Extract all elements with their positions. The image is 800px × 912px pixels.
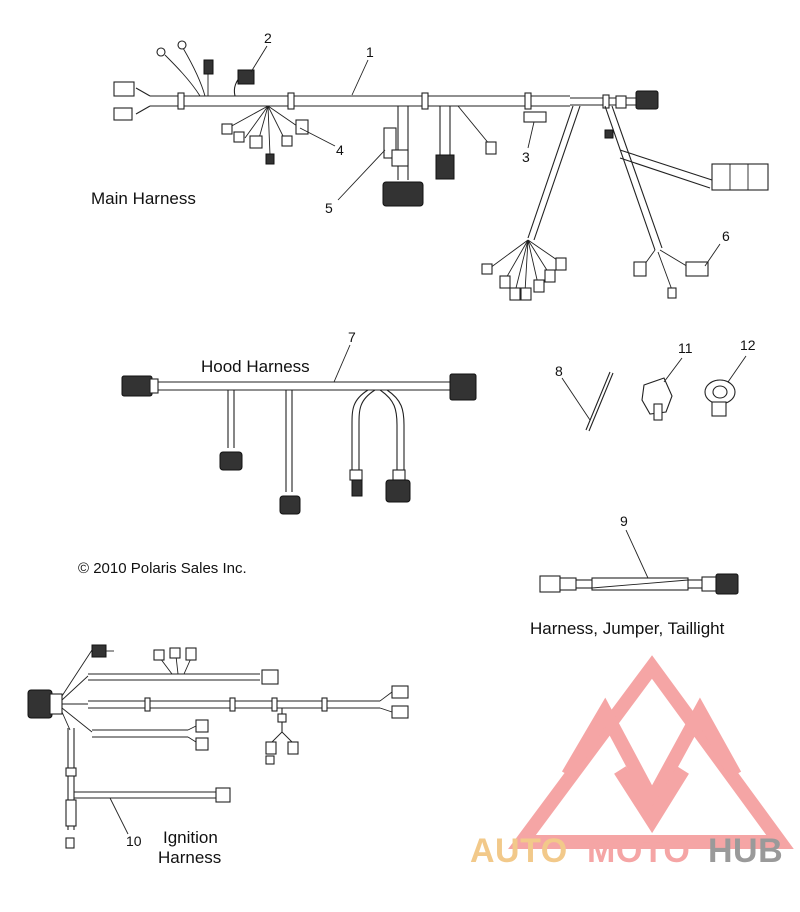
callout-9: 9	[620, 513, 628, 529]
watermark-triangle-emblem	[522, 667, 780, 842]
callout-4: 4	[336, 142, 344, 158]
ignition-harness-label-line2: Harness	[158, 848, 222, 867]
callout-1: 1	[366, 44, 374, 60]
callout-7: 7	[348, 329, 356, 345]
copyright-notice: © 2010 Polaris Sales Inc.	[78, 560, 247, 577]
ignition-harness-assembly	[28, 645, 408, 867]
hood-harness-label: Hood Harness	[201, 357, 310, 376]
callout-3: 3	[522, 149, 530, 165]
watermark-text-hub: HUB	[708, 832, 784, 870]
jumper-taillight-label: Harness, Jumper, Taillight	[530, 619, 725, 638]
callout-11: 11	[678, 340, 693, 356]
callout-5: 5	[325, 200, 333, 216]
callout-2: 2	[264, 30, 272, 46]
small-parts	[555, 337, 756, 431]
watermark-text-moto: MOTO	[587, 832, 691, 870]
main-harness-label: Main Harness	[91, 189, 196, 208]
watermark-text-auto: AUTO	[470, 832, 568, 870]
callout-10: 10	[126, 833, 142, 849]
callout-12: 12	[740, 337, 756, 353]
callout-6: 6	[722, 228, 730, 244]
callout-8: 8	[555, 363, 563, 379]
ignition-harness-label-line1: Ignition	[163, 828, 218, 847]
watermark-logo	[470, 667, 783, 870]
jumper-taillight-harness	[530, 513, 738, 638]
main-harness-assembly	[114, 41, 768, 300]
hood-harness-assembly	[122, 329, 476, 514]
main-harness-callouts	[91, 30, 730, 266]
